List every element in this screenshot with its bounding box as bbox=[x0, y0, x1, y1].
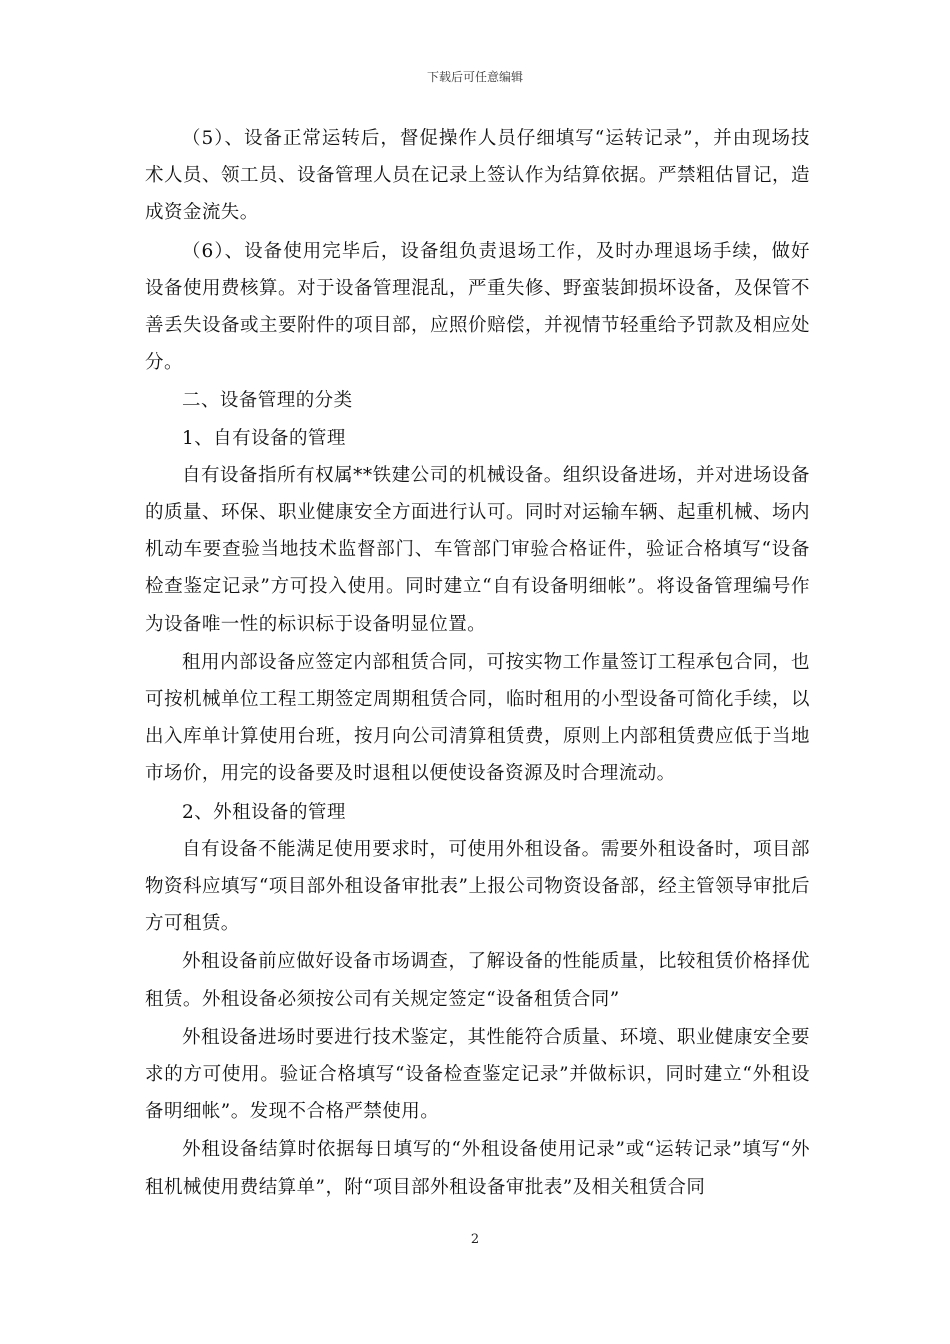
paragraph-leased-equipment-approval: 自有设备不能满足使用要求时，可使用外租设备。需要外租设备时，项目部物资科应填写“项目部外租设备审批表”上报公司物资设备部，经主管领导审批后方可租赁。 bbox=[145, 838, 810, 935]
paragraph-internal-lease: 租用内部设备应签定内部租赁合同，可按实物工作量签订工程承包合同，也可按机械单位工程工期签定周期租赁合同，临时租用的小型设备可简化手续，以出入库单计算使用台班，按月向公司清算租赁费，原则上内部租赁费应低于当地市场价，用完的设备要及时退租以便使设备资源及时合理流动。 bbox=[145, 651, 810, 785]
paragraph-technical-appraisal: 外租设备进场时要进行技术鉴定，其性能符合质量、环境、职业健康安全要求的方可使用。验证合格填写“设备检查鉴定记录”并做标识，同时建立“外租设备明细帐”。发现不合格严禁使用。 bbox=[145, 1026, 810, 1123]
paragraph-owned-equipment-definition: 自有设备指所有权属**铁建公司的机械设备。组织设备进场，并对进场设备的质量、环保、职业健康安全方面进行认可。同时对运输车辆、起重机械、场内机动车要查验当地技术监督部门、车管部门审验合格证件，验证合格填写“设备检查鉴定记录”方可投入使用。同时建立“自有设备明细帐”。将设备管理编号作为设备唯一性的标识标于设备明显位置。 bbox=[145, 464, 810, 635]
paragraph-settlement: 外租设备结算时依据每日填写的“外租设备使用记录”或“运转记录”填写“外租机械使用费结算单”，附“项目部外租设备审批表”及相关租赁合同 bbox=[145, 1139, 810, 1198]
page-number: 2 bbox=[470, 1232, 480, 1247]
paragraph-market-survey: 外租设备前应做好设备市场调查，了解设备的性能质量，比较租赁价格择优租赁。外租设备必须按公司有关规定签定“设备租赁合同” bbox=[145, 951, 810, 1010]
paragraph-item-5: （5）、设备正常运转后，督促操作人员仔细填写“运转记录”，并由现场技术人员、领工员、设备管理人员在记录上签认作为结算依据。严禁粗估冒记，造成资金流失。 bbox=[145, 128, 810, 224]
section-heading-classification: 二、设备管理的分类 bbox=[182, 390, 353, 412]
subheading-owned-equipment: 1、自有设备的管理 bbox=[182, 427, 346, 449]
paragraph-item-6: （6）、设备使用完毕后，设备组负责退场工作，及时办理退场手续，做好设备使用费核算。对于设备管理混乱，严重失修、野蛮装卸损坏设备，及保管不善丢失设备或主要附件的项目部，应照价赔偿，并视情节轻重给予罚款及相应处分。 bbox=[145, 240, 810, 374]
document-body bbox=[145, 120, 810, 1207]
subheading-leased-equipment: 2、外租设备的管理 bbox=[182, 801, 346, 823]
page-header: 下载后可任意编辑 bbox=[426, 70, 523, 84]
